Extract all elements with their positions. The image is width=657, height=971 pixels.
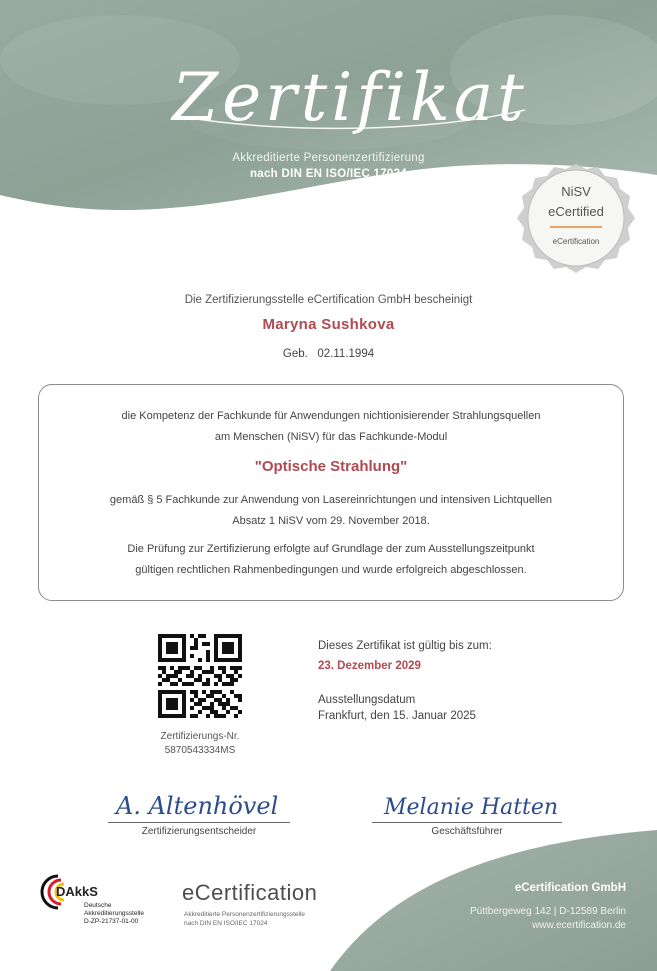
seal-text-nisv: NiSV: [561, 184, 591, 199]
validity-date: 23. Dezember 2029: [318, 660, 421, 672]
svg-text:Melanie Hatten: Melanie Hatten: [384, 795, 559, 820]
nisv-seal-badge: [512, 160, 640, 278]
right-signature-line: [372, 822, 562, 823]
issue-date-label: Ausstellungsdatum: [318, 694, 416, 706]
right-signer-role: Geschäftsführer: [431, 826, 503, 837]
header-subtitle-line1: Akkreditierte Personenzertifizierung: [232, 152, 425, 164]
exam-statement-line1: Die Prüfung zur Zertifizierung erfolgte auf Grundlage der zum Ausstellungszeitpunkt: [127, 543, 535, 555]
dakks-line2: Akkreditierungsstelle: [84, 910, 144, 917]
svg-text:A. Altenhövel: A. Altenhövel: [116, 792, 279, 820]
certificate-title-script: [160, 40, 540, 150]
qr-code[interactable]: [158, 634, 242, 718]
holder-name: Maryna Sushkova: [262, 316, 395, 333]
legal-basis-line1: gemäß § 5 Fachkunde zur Anwendung von Lasereinrichtungen und intensiven Lichtquellen: [109, 494, 553, 506]
left-signer-role: Zertifizierungsentscheider: [141, 826, 257, 837]
svg-text:Zertifikat: Zertifikat: [172, 59, 528, 136]
seal-text-ecertification: eCertification: [552, 237, 600, 246]
header-subtitle-line2: nach DIN EN ISO/IEC 17024: [249, 168, 408, 180]
left-signature-line: [108, 822, 290, 823]
cert-number: 5870543334MS: [164, 745, 236, 756]
footer-website-link[interactable]: www.ecertification.de: [532, 920, 626, 931]
holder-birthdate: [0, 348, 657, 360]
issue-place-date: Frankfurt, den 15. Januar 2025: [318, 710, 476, 722]
birthdate-label: Geb.: [282, 348, 308, 360]
birthdate-value: 02.11.1994: [317, 348, 375, 360]
validity-label: Dieses Zertifikat ist gültig bis zum:: [318, 640, 492, 652]
footer-address: Püttbergeweg 142 | D-12589 Berlin: [469, 906, 626, 917]
ecertification-subtitle2: nach DIN EN ISO/IEC 17024: [184, 920, 268, 927]
dakks-accreditation-number: D-ZP-21737-01-00: [84, 918, 139, 925]
right-signature: [370, 786, 570, 826]
legal-basis-line2: Absatz 1 NiSV vom 29. November 2018.: [232, 515, 430, 527]
seal-text-ecertified: eCertified: [548, 204, 604, 219]
module-name: "Optische Strahlung": [254, 458, 408, 475]
dakks-line1: Deutsche: [84, 902, 112, 909]
ecertification-logo: eCertification: [182, 880, 318, 905]
exam-statement-line2: gültigen rechtlichen Rahmenbedingungen und wurde erfolgreich abgeschlossen.: [135, 564, 527, 576]
ecertification-subtitle1: Akkreditierte Personenzertifizierungsstelle: [184, 911, 306, 918]
footer-company-name: eCertification GmbH: [514, 882, 626, 894]
left-signature: [108, 786, 288, 826]
competence-line2: am Menschen (NiSV) für das Fachkunde-Modul: [214, 431, 448, 443]
competence-line1: die Kompetenz der Fachkunde für Anwendungen nichtionisierender Strahlungsquellen: [121, 410, 541, 422]
cert-number-label: Zertifizierungs-Nr.: [160, 731, 240, 742]
dakks-logo-text: DAkkS: [56, 884, 98, 899]
issuer-statement: Die Zertifizierungsstelle eCertification GmbH bescheinigt: [184, 294, 473, 306]
